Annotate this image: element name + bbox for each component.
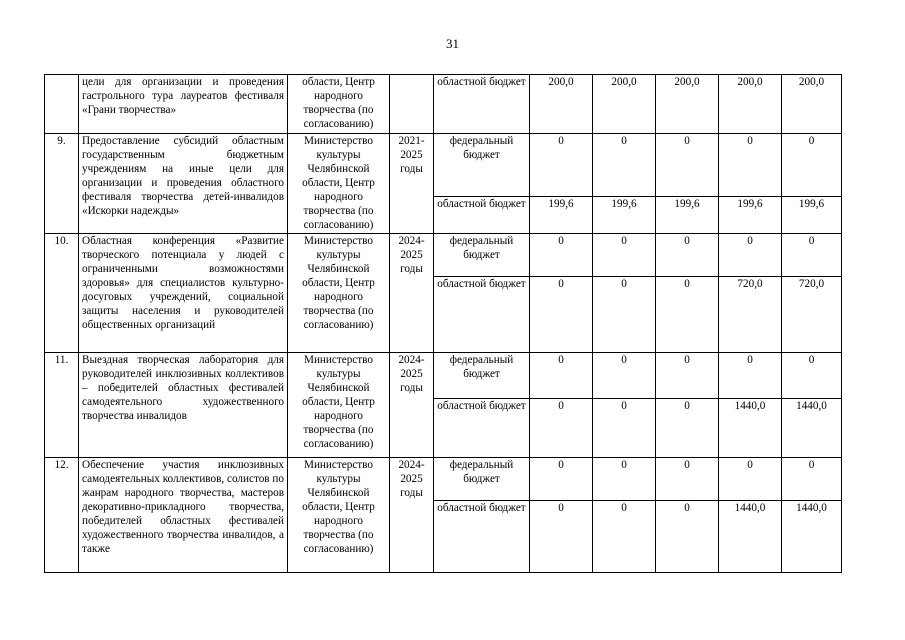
- funding-source: федеральный бюджет: [434, 234, 530, 277]
- activity-description: Предоставление субсидий областным государственным бюджетным учреждениям на иные цели для организации и проведения областного фестиваля творчества детей-инвалидов «Искорки надежды»: [79, 134, 288, 234]
- funding-value: 1440,0: [782, 399, 842, 458]
- row-number: [45, 75, 79, 134]
- funding-value: 0: [656, 234, 719, 277]
- program-activities-table: [44, 74, 842, 573]
- funding-value: 0: [530, 399, 593, 458]
- funding-value: 720,0: [782, 277, 842, 353]
- responsible-executor: Министерство культуры Челябинской области, Центр народного творчества (по согласованию): [288, 134, 390, 234]
- table-row: [45, 458, 842, 501]
- funding-value: 0: [656, 458, 719, 501]
- row-number: 10.: [45, 234, 79, 353]
- responsible-executor: Министерство культуры Челябинской области, Центр народного творчества (по согласованию): [288, 234, 390, 353]
- funding-value: 0: [782, 134, 842, 197]
- funding-value: 200,0: [593, 75, 656, 134]
- funding-value: 200,0: [719, 75, 782, 134]
- funding-value: 0: [782, 353, 842, 399]
- funding-value: 200,0: [782, 75, 842, 134]
- funding-source: областной бюджет: [434, 277, 530, 353]
- funding-value: 720,0: [719, 277, 782, 353]
- funding-value: 200,0: [530, 75, 593, 134]
- funding-source: областной бюджет: [434, 197, 530, 234]
- table-row: [45, 134, 842, 197]
- row-number: 11.: [45, 353, 79, 458]
- funding-value: 0: [719, 458, 782, 501]
- funding-value: 199,6: [782, 197, 842, 234]
- funding-value: 0: [530, 134, 593, 197]
- activity-description: Обеспечение участия инклюзивных самодеятельных коллективов, солистов по жанрам народного творчества, мастеров декоративно-прикладного творчества, победителей областных фестивалей художественного творчества инвалидов, а также: [79, 458, 288, 573]
- funding-value: 0: [719, 234, 782, 277]
- funding-value: 0: [593, 501, 656, 573]
- funding-source: федеральный бюджет: [434, 458, 530, 501]
- row-number: 12.: [45, 458, 79, 573]
- funding-source: федеральный бюджет: [434, 134, 530, 197]
- table-row: [45, 75, 842, 134]
- implementation-years: 2024-2025 годы: [390, 234, 434, 353]
- implementation-years: 2024-2025 годы: [390, 353, 434, 458]
- implementation-years: 2021-2025 годы: [390, 134, 434, 234]
- funding-value: 0: [530, 234, 593, 277]
- activity-description: Выездная творческая лаборатория для руководителей инклюзивных коллективов – победителей областных фестивалей самодеятельного художественного творчества инвалидов: [79, 353, 288, 458]
- funding-source: областной бюджет: [434, 399, 530, 458]
- implementation-years: 2024-2025 годы: [390, 458, 434, 573]
- funding-value: 0: [530, 353, 593, 399]
- funding-value: 0: [593, 277, 656, 353]
- funding-value: 0: [593, 234, 656, 277]
- funding-value: 0: [782, 458, 842, 501]
- funding-value: 200,0: [656, 75, 719, 134]
- funding-value: 1440,0: [782, 501, 842, 573]
- funding-value: 199,6: [719, 197, 782, 234]
- funding-value: 199,6: [593, 197, 656, 234]
- funding-value: 0: [656, 399, 719, 458]
- funding-value: 0: [593, 399, 656, 458]
- funding-value: 0: [593, 353, 656, 399]
- funding-value: 199,6: [656, 197, 719, 234]
- funding-value: 0: [656, 353, 719, 399]
- funding-value: 0: [530, 501, 593, 573]
- page-number: 31: [446, 36, 459, 51]
- funding-value: 0: [530, 458, 593, 501]
- funding-value: 0: [656, 277, 719, 353]
- row-number: 9.: [45, 134, 79, 234]
- funding-value: 0: [719, 134, 782, 197]
- funding-value: 0: [782, 234, 842, 277]
- funding-value: 0: [593, 134, 656, 197]
- funding-value: 0: [719, 353, 782, 399]
- funding-source: федеральный бюджет: [434, 353, 530, 399]
- funding-value: 1440,0: [719, 501, 782, 573]
- funding-value: 0: [593, 458, 656, 501]
- responsible-executor: Министерство культуры Челябинской области, Центр народного творчества (по согласованию): [288, 353, 390, 458]
- activity-description: Областная конференция «Развитие творческого потенциала у людей с ограниченными возможностями здоровья» для специалистов культурно-досуговых учреждений, социальной защиты населения и руководителей общественных организаций: [79, 234, 288, 353]
- funding-value: 199,6: [530, 197, 593, 234]
- activity-description: цели для организации и проведения гастрольного тура лауреатов фестиваля «Грани творчества»: [79, 75, 288, 134]
- responsible-executor: области, Центр народного творчества (по согласованию): [288, 75, 390, 134]
- table-row: [45, 234, 842, 277]
- responsible-executor: Министерство культуры Челябинской области, Центр народного творчества (по согласованию): [288, 458, 390, 573]
- table-row: [45, 353, 842, 399]
- funding-value: 0: [656, 134, 719, 197]
- funding-value: 0: [656, 501, 719, 573]
- funding-source: областной бюджет: [434, 501, 530, 573]
- implementation-years: [390, 75, 434, 134]
- funding-source: областной бюджет: [434, 75, 530, 134]
- funding-value: 0: [530, 277, 593, 353]
- funding-value: 1440,0: [719, 399, 782, 458]
